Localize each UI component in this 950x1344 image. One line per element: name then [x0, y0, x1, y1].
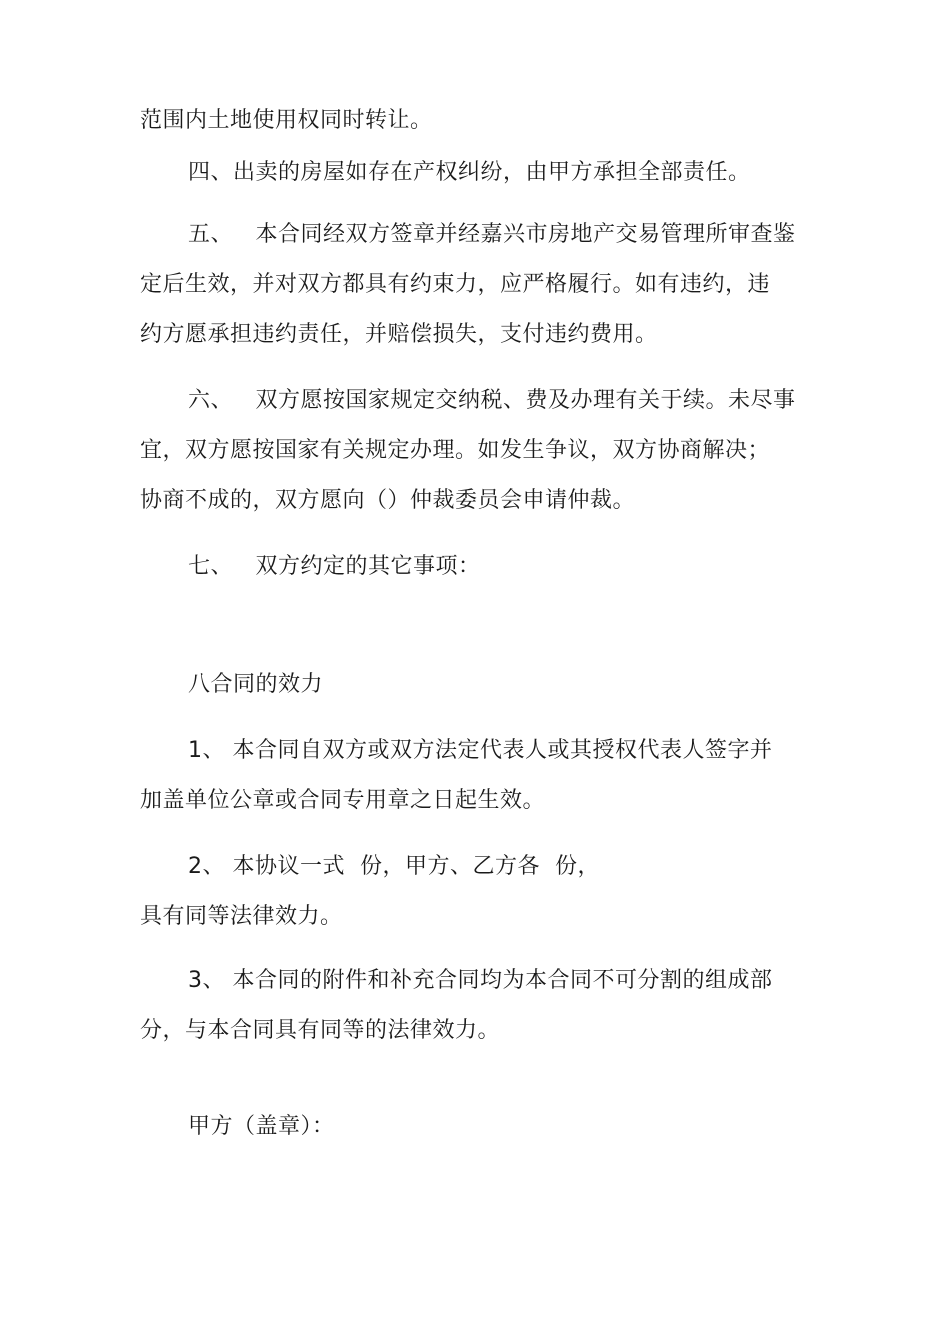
validity-item-3-line-1: 3、 本合同的附件和补充合同均为本合同不可分割的组成部 — [188, 968, 773, 993]
clause-4: 四、出卖的房屋如存在产权纠纷，由甲方承担全部责任。 — [188, 160, 751, 185]
section-heading-contract-validity: 八合同的效力 — [188, 672, 324, 697]
party-a-seal-label: 甲方（盖章）： — [188, 1114, 335, 1139]
clause-6-line-2: 宜，双方愿按国家有关规定办理。如发生争议，双方协商解决； — [140, 438, 771, 463]
clause-5-line-1: 五、 本合同经双方签章并经嘉兴市房地产交易管理所审查鉴 — [188, 222, 796, 247]
validity-item-3-line-2: 分，与本合同具有同等的法律效力。 — [140, 1018, 501, 1043]
clause-5-line-2: 定后生效，并对双方都具有约束力，应严格履行。如有违约，违 — [140, 272, 771, 297]
validity-item-2-line-2: 具有同等法律效力。 — [140, 904, 343, 929]
clause-6-line-1: 六、 双方愿按国家规定交纳税、费及办理有关于续。未尽事 — [188, 388, 796, 413]
validity-item-1-line-2: 加盖单位公章或合同专用章之日起生效。 — [140, 788, 546, 813]
validity-item-2-line-1: 2、 本协议一式 份，甲方、乙方各 份， — [188, 854, 600, 879]
text-line-land-transfer: 范围内土地使用权同时转让。 — [140, 108, 433, 133]
validity-item-1-line-1: 1、 本合同自双方或双方法定代表人或其授权代表人签字并 — [188, 738, 773, 763]
clause-6-line-3: 协商不成的，双方愿向（）仲裁委员会申请仲裁。 — [140, 488, 636, 513]
clause-5-line-3: 约方愿承担违约责任，并赔偿损失，支付违约费用。 — [140, 322, 658, 347]
clause-7: 七、 双方约定的其它事项： — [188, 554, 481, 579]
